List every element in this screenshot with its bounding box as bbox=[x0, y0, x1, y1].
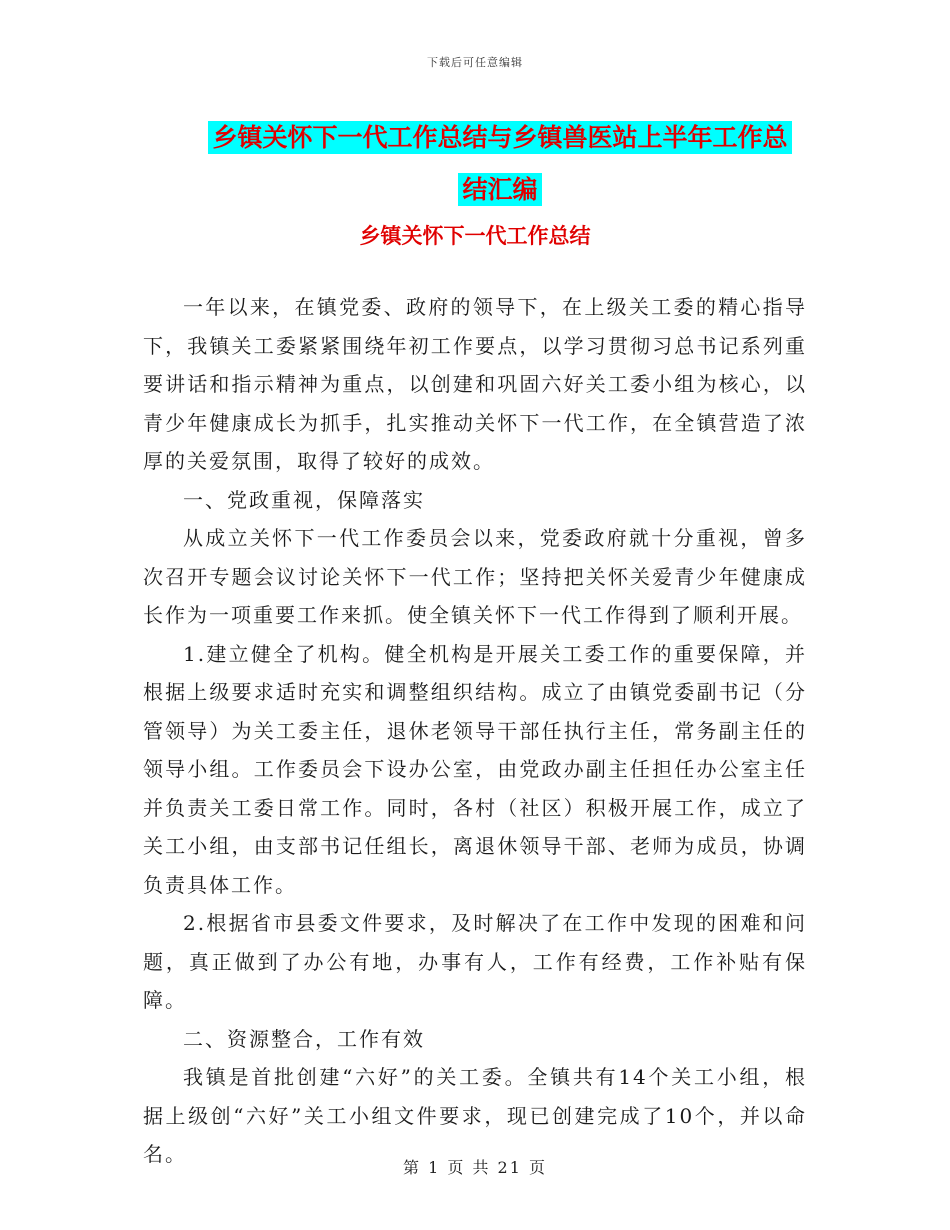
document-title bbox=[180, 112, 820, 216]
section-title: 乡镇关怀下一代工作总结 bbox=[359, 224, 591, 248]
title-line-1: 乡镇关怀下一代工作总结与乡镇兽医站上半年工作总 bbox=[208, 121, 791, 154]
paragraph-intro: 一年以来，在镇党委、政府的领导下，在上级关工委的精心指导下，我镇关工委紧紧围绕年初工作要点，以学习贯彻习总书记系列重要讲话和指示精神为重点，以创建和巩固六好关工委小组为核心，以青少年健康成长为抓手，扎实推动关怀下一代工作，在全镇营造了浓厚的关爱氛围，取得了较好的成效。 bbox=[143, 295, 807, 473]
total-page-count: 21 bbox=[497, 1158, 522, 1177]
header-note: 下载后可任意编辑 bbox=[427, 56, 523, 69]
current-page-number: 1 bbox=[428, 1158, 441, 1177]
footer-mid: 页 共 bbox=[447, 1158, 491, 1177]
footer-prefix: 第 bbox=[402, 1158, 421, 1177]
title-line-2: 结汇编 bbox=[458, 173, 541, 206]
paragraph: 我镇是首批创建“六好”的关工委。全镇共有14个关工小组，根据上级创“六好”关工小组文件要求，现已创建完成了10个，并以命名。 bbox=[143, 1065, 807, 1166]
page-footer bbox=[0, 1155, 950, 1178]
paragraph: 1.建立健全了机构。健全机构是开展关工委工作的重要保障，并根据上级要求适时充实和调整组织结构。成立了由镇党委副书记（分管领导）为关工委主任，退休老领导干部任执行主任，常务副主任的领导小组。工作委员会下设办公室，由党政办副主任担任办公室主任并负责关工委日常工作。同时，各村（社区）积极开展工作，成立了关工小组，由支部书记任组长，离退休领导干部、老师为成员，协调负责具体工作。 bbox=[143, 641, 807, 897]
footer-suffix: 页 bbox=[529, 1158, 548, 1177]
heading-one: 一、党政重视，保障落实 bbox=[183, 487, 425, 512]
heading-two: 二、资源整合，工作有效 bbox=[183, 1026, 425, 1051]
document-body bbox=[143, 288, 807, 1174]
paragraph: 2.根据省市县委文件要求，及时解决了在工作中发现的困难和问题，真正做到了办公有地，办事有人，工作有经费，工作补贴有保障。 bbox=[143, 911, 807, 1012]
paragraph: 从成立关怀下一代工作委员会以来，党委政府就十分重视，曾多次召开专题会议讨论关怀下一代工作；坚持把关怀关爱青少年健康成长作为一项重要工作来抓。使全镇关怀下一代工作得到了顺利开展。 bbox=[143, 526, 807, 627]
